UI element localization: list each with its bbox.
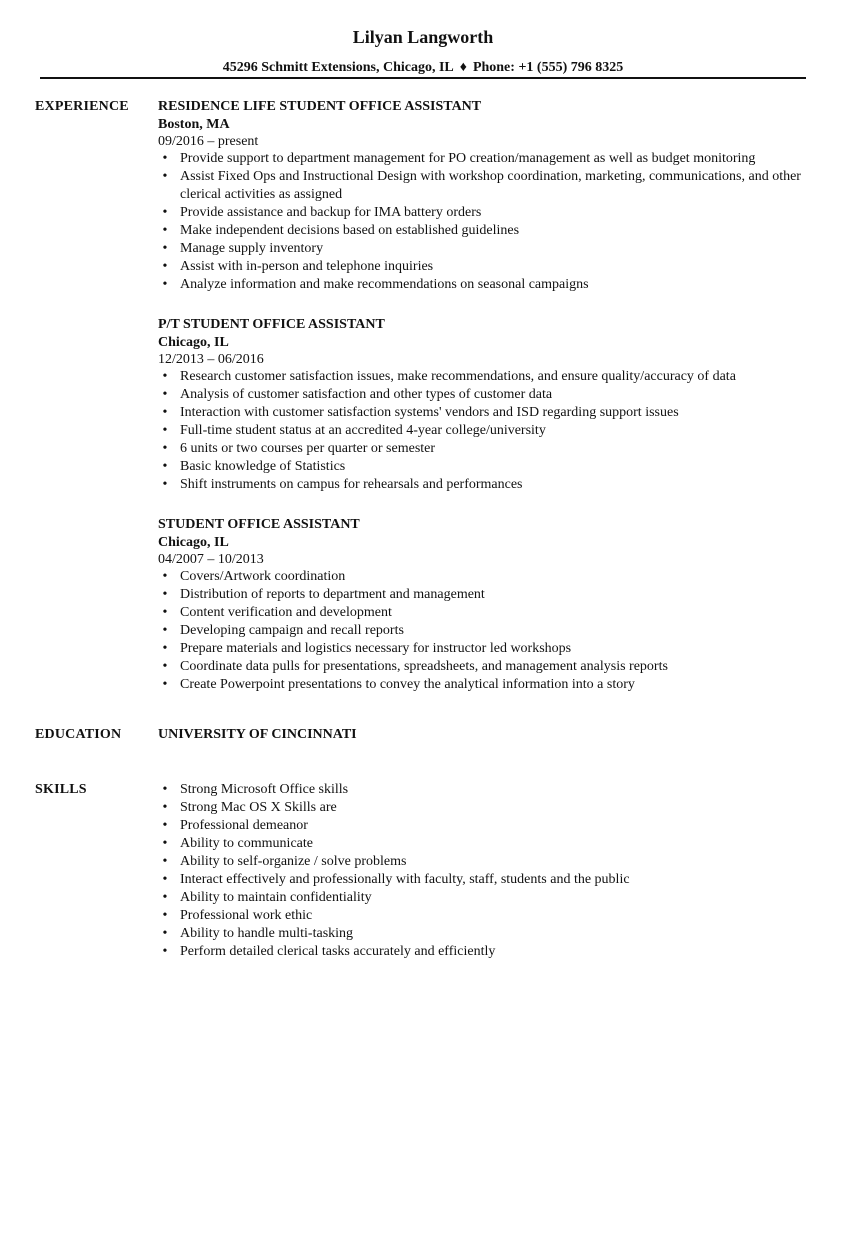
- bullet-icon: •: [162, 151, 168, 166]
- list-item: • Perform detailed clerical tasks accurately and efficiently: [158, 943, 818, 961]
- candidate-name: Lilyan Langworth: [352, 27, 494, 47]
- list-item: • Prepare materials and logistics necessary for instructor led workshops: [158, 640, 818, 658]
- list-item: • Shift instruments on campus for rehearsals and performances: [158, 476, 818, 494]
- list-item: • Ability to maintain confidentiality: [158, 889, 818, 907]
- bullet-icon: •: [162, 890, 168, 905]
- list-item: • Professional work ethic: [158, 907, 818, 925]
- list-item: • Strong Microsoft Office skills: [158, 781, 818, 799]
- job-title: P/T STUDENT OFFICE ASSISTANT: [158, 317, 385, 332]
- job-duties: [158, 150, 818, 294]
- job-duties: [158, 568, 818, 694]
- diamond-separator-icon: ♦: [459, 60, 467, 75]
- bullet-icon: •: [162, 623, 168, 638]
- list-item: • Developing campaign and recall reports: [158, 622, 818, 640]
- job-entry: [158, 516, 818, 694]
- job-location: Chicago, IL: [158, 335, 229, 350]
- list-item: • Professional demeanor: [158, 817, 818, 835]
- bullet-icon: •: [162, 277, 168, 292]
- job-dates: 09/2016 – present: [158, 134, 259, 149]
- list-item: • Assist with in-person and telephone inquiries: [158, 258, 818, 276]
- address: 45296 Schmitt Extensions, Chicago, IL: [222, 60, 454, 75]
- experience-body: [158, 98, 818, 714]
- job-dates: 04/2007 – 10/2013: [158, 552, 264, 567]
- job-entry: [158, 98, 818, 294]
- list-item: • Covers/Artwork coordination: [158, 568, 818, 586]
- list-item: • Full-time student status at an accredited 4-year college/university: [158, 422, 818, 440]
- list-item: • Manage supply inventory: [158, 240, 818, 258]
- list-item: • Analysis of customer satisfaction and other types of customer data: [158, 386, 818, 404]
- bullet-icon: •: [162, 569, 168, 584]
- education-heading: EDUCATION: [35, 727, 122, 742]
- bullet-icon: •: [162, 659, 168, 674]
- job-title: STUDENT OFFICE ASSISTANT: [158, 517, 360, 532]
- bullet-icon: •: [162, 677, 168, 692]
- list-item: • Interact effectively and professionally with faculty, staff, students and the public: [158, 871, 818, 889]
- bullet-icon: •: [162, 854, 168, 869]
- job-location: Chicago, IL: [158, 535, 229, 550]
- bullet-icon: •: [162, 241, 168, 256]
- bullet-icon: •: [162, 387, 168, 402]
- bullet-icon: •: [162, 818, 168, 833]
- bullet-icon: •: [162, 836, 168, 851]
- list-item: • Coordinate data pulls for presentations, spreadsheets, and management analysis reports: [158, 658, 818, 676]
- bullet-icon: •: [162, 641, 168, 656]
- list-item: • 6 units or two courses per quarter or semester: [158, 440, 818, 458]
- list-item: • Provide support to department management for PO creation/management as well as budget monitoring: [158, 150, 818, 168]
- list-item: • Create Powerpoint presentations to convey the analytical information into a story: [158, 676, 818, 694]
- school-name: UNIVERSITY OF CINCINNATI: [158, 727, 357, 742]
- bullet-icon: •: [162, 441, 168, 456]
- list-item: • Provide assistance and backup for IMA battery orders: [158, 204, 818, 222]
- list-item: • Analyze information and make recommendations on seasonal campaigns: [158, 276, 818, 294]
- list-item: • Interaction with customer satisfaction systems' vendors and ISD regarding support issues: [158, 404, 818, 422]
- skills-body: [158, 781, 818, 961]
- list-item: • Ability to handle multi-tasking: [158, 925, 818, 943]
- bullet-icon: •: [162, 259, 168, 274]
- bullet-icon: •: [162, 908, 168, 923]
- bullet-icon: •: [162, 405, 168, 420]
- bullet-icon: •: [162, 477, 168, 492]
- contact-line: [0, 59, 846, 77]
- bullet-icon: •: [162, 205, 168, 220]
- job-entry: [158, 316, 818, 494]
- bullet-icon: •: [162, 459, 168, 474]
- job-title: RESIDENCE LIFE STUDENT OFFICE ASSISTANT: [158, 99, 482, 114]
- list-item: • Assist Fixed Ops and Instructional Design with workshop coordination, marketing, communications, and other clerical activities as assigned: [158, 168, 818, 204]
- list-item: • Basic knowledge of Statistics: [158, 458, 818, 476]
- list-item: • Research customer satisfaction issues, make recommendations, and ensure quality/accuracy of data: [158, 368, 818, 386]
- bullet-icon: •: [162, 369, 168, 384]
- list-item: • Content verification and development: [158, 604, 818, 622]
- job-duties: [158, 368, 818, 494]
- list-item: • Ability to communicate: [158, 835, 818, 853]
- bullet-icon: •: [162, 800, 168, 815]
- job-location: Boston, MA: [158, 117, 230, 132]
- phone: Phone: +1 (555) 796 8325: [472, 60, 624, 75]
- skills-list: [158, 781, 818, 961]
- skills-heading: SKILLS: [35, 782, 87, 797]
- education-body: [158, 726, 818, 744]
- bullet-icon: •: [162, 782, 168, 797]
- bullet-icon: •: [162, 926, 168, 941]
- bullet-icon: •: [162, 423, 168, 438]
- experience-heading: EXPERIENCE: [35, 99, 129, 114]
- bullet-icon: •: [162, 223, 168, 238]
- header-divider: [40, 77, 806, 79]
- list-item: • Strong Mac OS X Skills are: [158, 799, 818, 817]
- bullet-icon: •: [162, 944, 168, 959]
- job-dates: 12/2013 – 06/2016: [158, 352, 264, 367]
- bullet-icon: •: [162, 587, 168, 602]
- bullet-icon: •: [162, 605, 168, 620]
- list-item: • Ability to self-organize / solve problems: [158, 853, 818, 871]
- list-item: • Make independent decisions based on established guidelines: [158, 222, 818, 240]
- bullet-icon: •: [162, 872, 168, 887]
- list-item: • Distribution of reports to department and management: [158, 586, 818, 604]
- bullet-icon: •: [162, 169, 168, 184]
